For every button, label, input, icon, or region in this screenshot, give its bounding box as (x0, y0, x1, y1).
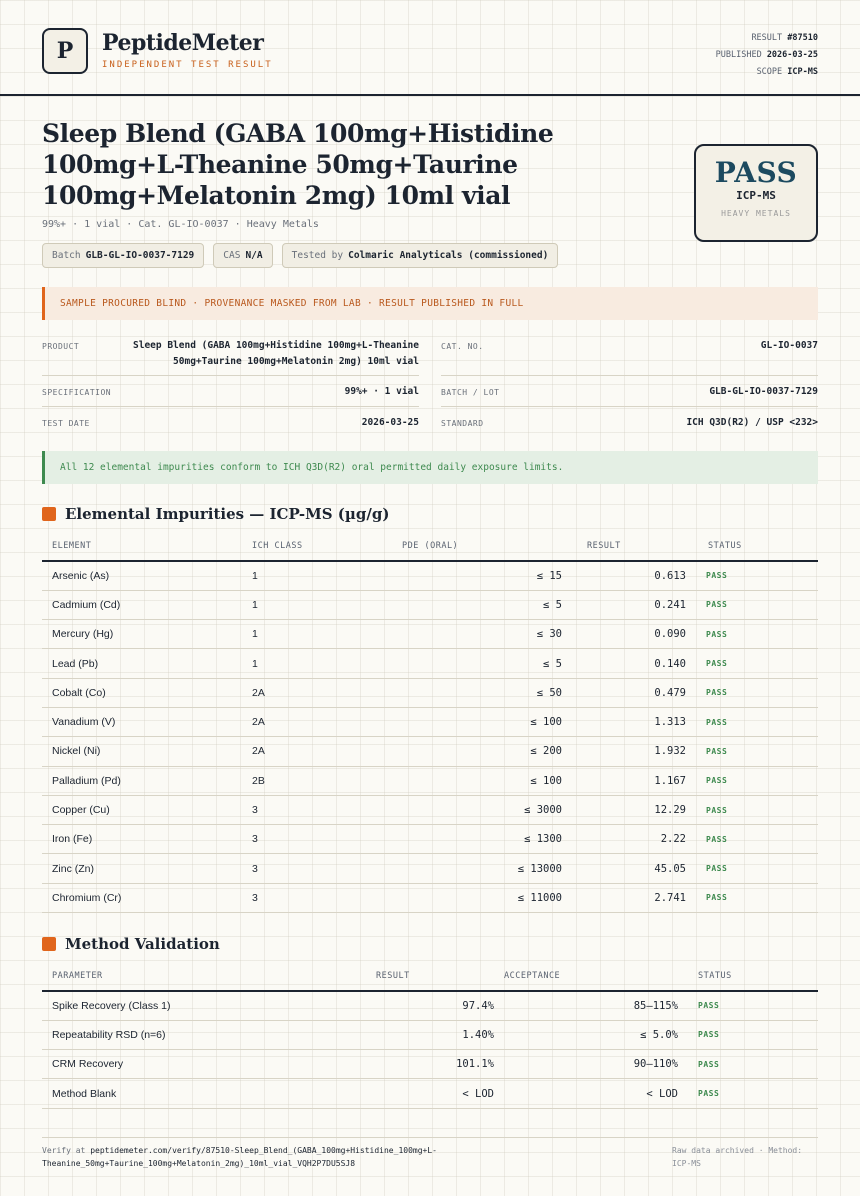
conformance-notice: All 12 elemental impurities conform to ICH Q3D(R2) oral permitted daily exposure limits. (42, 451, 818, 484)
cas-chip-value: N/A (245, 250, 263, 261)
result-value: 0.613 (572, 561, 696, 590)
pde-limit: ≤ 15 (332, 561, 572, 590)
status-badge: PASS (696, 649, 818, 678)
pde-limit: ≤ 3000 (332, 795, 572, 824)
product-value (110, 338, 419, 370)
col-parameter: PARAMETER (42, 962, 317, 991)
status-badge: PASS (688, 991, 818, 1020)
result-value: 0.241 (572, 590, 696, 619)
result-meta (716, 30, 818, 81)
element-name: Mercury (Hg) (42, 620, 242, 649)
validation-section-title (42, 935, 220, 953)
table-row (42, 707, 818, 736)
product-subline: 99%+ · 1 vial · Cat. GL-IO-0037 · Heavy Metals (42, 219, 319, 230)
tested-chip-value: Colmaric Analyticals (commissioned) (348, 250, 549, 261)
table-header-row (42, 962, 818, 991)
footer-divider (42, 1137, 818, 1138)
pde-limit: ≤ 100 (332, 707, 572, 736)
result-value: 1.313 (572, 707, 696, 736)
element-name: Chromium (Cr) (42, 883, 242, 912)
result-value: 0.090 (572, 620, 696, 649)
pde-limit: ≤ 13000 (332, 854, 572, 883)
result-value: 2.741 (572, 883, 696, 912)
result-id: #87510 (787, 33, 818, 43)
col-element: ELEMENT (42, 532, 242, 561)
status-badge: PASS (696, 854, 818, 883)
product-chips (42, 243, 558, 268)
validation-table-body (42, 991, 818, 1108)
impurities-table (42, 532, 818, 913)
spec-label: SPECIFICATION (42, 388, 112, 397)
scope-value: ICP-MS (787, 67, 818, 77)
pde-limit: ≤ 50 (332, 678, 572, 707)
status-badge: PASS (688, 1020, 818, 1049)
result-value: 0.140 (572, 649, 696, 678)
logo-letter: P (56, 38, 74, 64)
element-name: Cadmium (Cd) (42, 590, 242, 619)
table-row (42, 883, 818, 912)
element-name: Cobalt (Co) (42, 678, 242, 707)
parameter-name: Method Blank (42, 1079, 317, 1108)
col-v-result: RESULT (317, 962, 504, 991)
table-row (42, 991, 818, 1020)
batch-value: GLB-GL-IO-0037-7129 (709, 386, 818, 397)
pde-limit: ≤ 1300 (332, 825, 572, 854)
status-badge: PASS (696, 620, 818, 649)
validation-result: 1.40% (317, 1020, 504, 1049)
validation-title-text: Method Validation (65, 935, 220, 953)
ich-class: 2B (242, 766, 332, 795)
result-value: 2.22 (572, 825, 696, 854)
ich-class: 2A (242, 737, 332, 766)
status-badge: PASS (696, 766, 818, 795)
status-badge: PASS (696, 561, 818, 590)
published-label: PUBLISHED (715, 50, 762, 60)
table-row (42, 825, 818, 854)
standard-value: ICH Q3D(R2) / USP <232> (686, 417, 818, 428)
catno-label: CAT. NO. (441, 342, 484, 351)
archive-note: Raw data archived · Method: ICP-MS (672, 1146, 803, 1168)
standard-label: STANDARD (441, 419, 484, 428)
scope-label: SCOPE (756, 67, 783, 77)
element-name: Nickel (Ni) (42, 737, 242, 766)
table-row (42, 795, 818, 824)
status-badge: PASS (696, 795, 818, 824)
catno-value: GL-IO-0037 (760, 340, 818, 351)
element-name: Zinc (Zn) (42, 854, 242, 883)
table-row (42, 1050, 818, 1079)
acceptance-range: 85–115% (504, 991, 688, 1020)
status-badge: PASS (696, 737, 818, 766)
badge-method: ICP-MS (736, 189, 776, 202)
product-label: PRODUCT (42, 342, 80, 351)
table-row (42, 678, 818, 707)
ich-class: 3 (242, 883, 332, 912)
ich-class: 3 (242, 854, 332, 883)
batch-label: BATCH / LOT (441, 388, 500, 397)
status-badge: PASS (696, 678, 818, 707)
pde-limit: ≤ 100 (332, 766, 572, 795)
element-name: Palladium (Pd) (42, 766, 242, 795)
brand-logo (42, 28, 88, 74)
pass-badge (694, 144, 818, 242)
pde-limit: ≤ 5 (332, 590, 572, 619)
table-row (42, 590, 818, 619)
element-name: Lead (Pb) (42, 649, 242, 678)
section-marker-icon (42, 507, 56, 521)
pde-limit: ≤ 30 (332, 620, 572, 649)
impurities-section-title (42, 505, 389, 523)
element-name: Arsenic (As) (42, 561, 242, 590)
col-pde: PDE (ORAL) (332, 532, 572, 561)
status-badge: PASS (696, 825, 818, 854)
table-row (42, 766, 818, 795)
table-header-row (42, 532, 818, 561)
parameter-name: CRM Recovery (42, 1050, 317, 1079)
table-row (42, 854, 818, 883)
col-acceptance: ACCEPTANCE (504, 962, 688, 991)
ich-class: 3 (242, 795, 332, 824)
result-value: 12.29 (572, 795, 696, 824)
tested-by-chip (282, 243, 559, 268)
result-value: 45.05 (572, 854, 696, 883)
col-result: RESULT (572, 532, 696, 561)
acceptance-range: ≤ 5.0% (504, 1020, 688, 1049)
element-name: Iron (Fe) (42, 825, 242, 854)
product-title: Sleep Blend (GABA 100mg+Histidine 100mg+L-Theanine 50mg+Taurine 100mg+Melatonin 2mg) 10ml vial (42, 119, 554, 210)
ich-class: 1 (242, 620, 332, 649)
status-badge: PASS (688, 1079, 818, 1108)
brand-tagline: INDEPENDENT TEST RESULT (102, 60, 273, 70)
ich-class: 3 (242, 825, 332, 854)
verify-note (42, 1144, 482, 1170)
cas-chip-label: CAS (223, 250, 241, 261)
product-value-line2: 50mg+Taurine 100mg+Melatonin 2mg) 10ml vial (173, 356, 419, 367)
element-name: Vanadium (V) (42, 707, 242, 736)
pde-limit: ≤ 11000 (332, 883, 572, 912)
validation-result: 97.4% (317, 991, 504, 1020)
batch-chip-value: GLB-GL-IO-0037-7129 (85, 250, 195, 261)
tested-chip-label: Tested by (291, 250, 344, 261)
col-v-status: STATUS (688, 962, 818, 991)
product-value-line1: Sleep Blend (GABA 100mg+Histidine 100mg+L-Theanine (133, 340, 419, 351)
col-status: STATUS (696, 532, 818, 561)
badge-status: PASS (714, 156, 798, 189)
divider (42, 375, 419, 376)
divider (42, 406, 419, 407)
validation-result: < LOD (317, 1079, 504, 1108)
element-name: Copper (Cu) (42, 795, 242, 824)
validation-result: 101.1% (317, 1050, 504, 1079)
ich-class: 1 (242, 649, 332, 678)
acceptance-range: < LOD (504, 1079, 688, 1108)
verify-prefix: Verify at (42, 1146, 86, 1155)
status-badge: PASS (696, 707, 818, 736)
cas-chip (213, 243, 272, 268)
table-row (42, 649, 818, 678)
section-marker-icon (42, 937, 56, 951)
result-value: 1.167 (572, 766, 696, 795)
batch-chip (42, 243, 204, 268)
col-ich-class: ICH CLASS (242, 532, 332, 561)
impurities-title-text: Elemental Impurities — ICP-MS (µg/g) (65, 505, 390, 523)
table-row (42, 737, 818, 766)
parameter-name: Spike Recovery (Class 1) (42, 991, 317, 1020)
ich-class: 2A (242, 707, 332, 736)
pde-limit: ≤ 5 (332, 649, 572, 678)
acceptance-range: 90–110% (504, 1050, 688, 1079)
status-badge: PASS (696, 590, 818, 619)
divider (441, 375, 818, 376)
table-row (42, 1020, 818, 1049)
test-date-value: 2026-03-25 (361, 417, 419, 428)
procurement-notice: SAMPLE PROCURED BLIND · PROVENANCE MASKED FROM LAB · RESULT PUBLISHED IN FULL (42, 287, 818, 320)
test-date-label: TEST DATE (42, 419, 90, 428)
validation-table (42, 962, 818, 1109)
brand-name: PeptideMeter (102, 30, 264, 56)
batch-chip-label: Batch (52, 250, 81, 261)
result-value: 0.479 (572, 678, 696, 707)
ich-class: 1 (242, 590, 332, 619)
spec-value: 99%+ · 1 vial (344, 386, 419, 397)
table-row (42, 561, 818, 590)
result-label: RESULT (751, 33, 783, 43)
ich-class: 2A (242, 678, 332, 707)
page-header (0, 0, 860, 96)
table-row (42, 1079, 818, 1108)
divider (441, 406, 818, 407)
badge-category: HEAVY METALS (721, 209, 791, 218)
status-badge: PASS (696, 883, 818, 912)
verify-link[interactable]: peptidemeter.com/verify/87510-Sleep_Blend_(GABA_100mg+Histidine_100mg+L-Theanine_50mg+Taurine_100mg+Melatonin_2mg)_10ml_vial_VQH2P7DU5SJ8 (42, 1146, 437, 1168)
ich-class: 1 (242, 561, 332, 590)
pde-limit: ≤ 200 (332, 737, 572, 766)
published-date: 2026-03-25 (766, 50, 818, 60)
status-badge: PASS (688, 1050, 818, 1079)
table-row (42, 620, 818, 649)
result-value: 1.932 (572, 737, 696, 766)
parameter-name: Repeatability RSD (n=6) (42, 1020, 317, 1049)
impurities-table-body (42, 561, 818, 913)
